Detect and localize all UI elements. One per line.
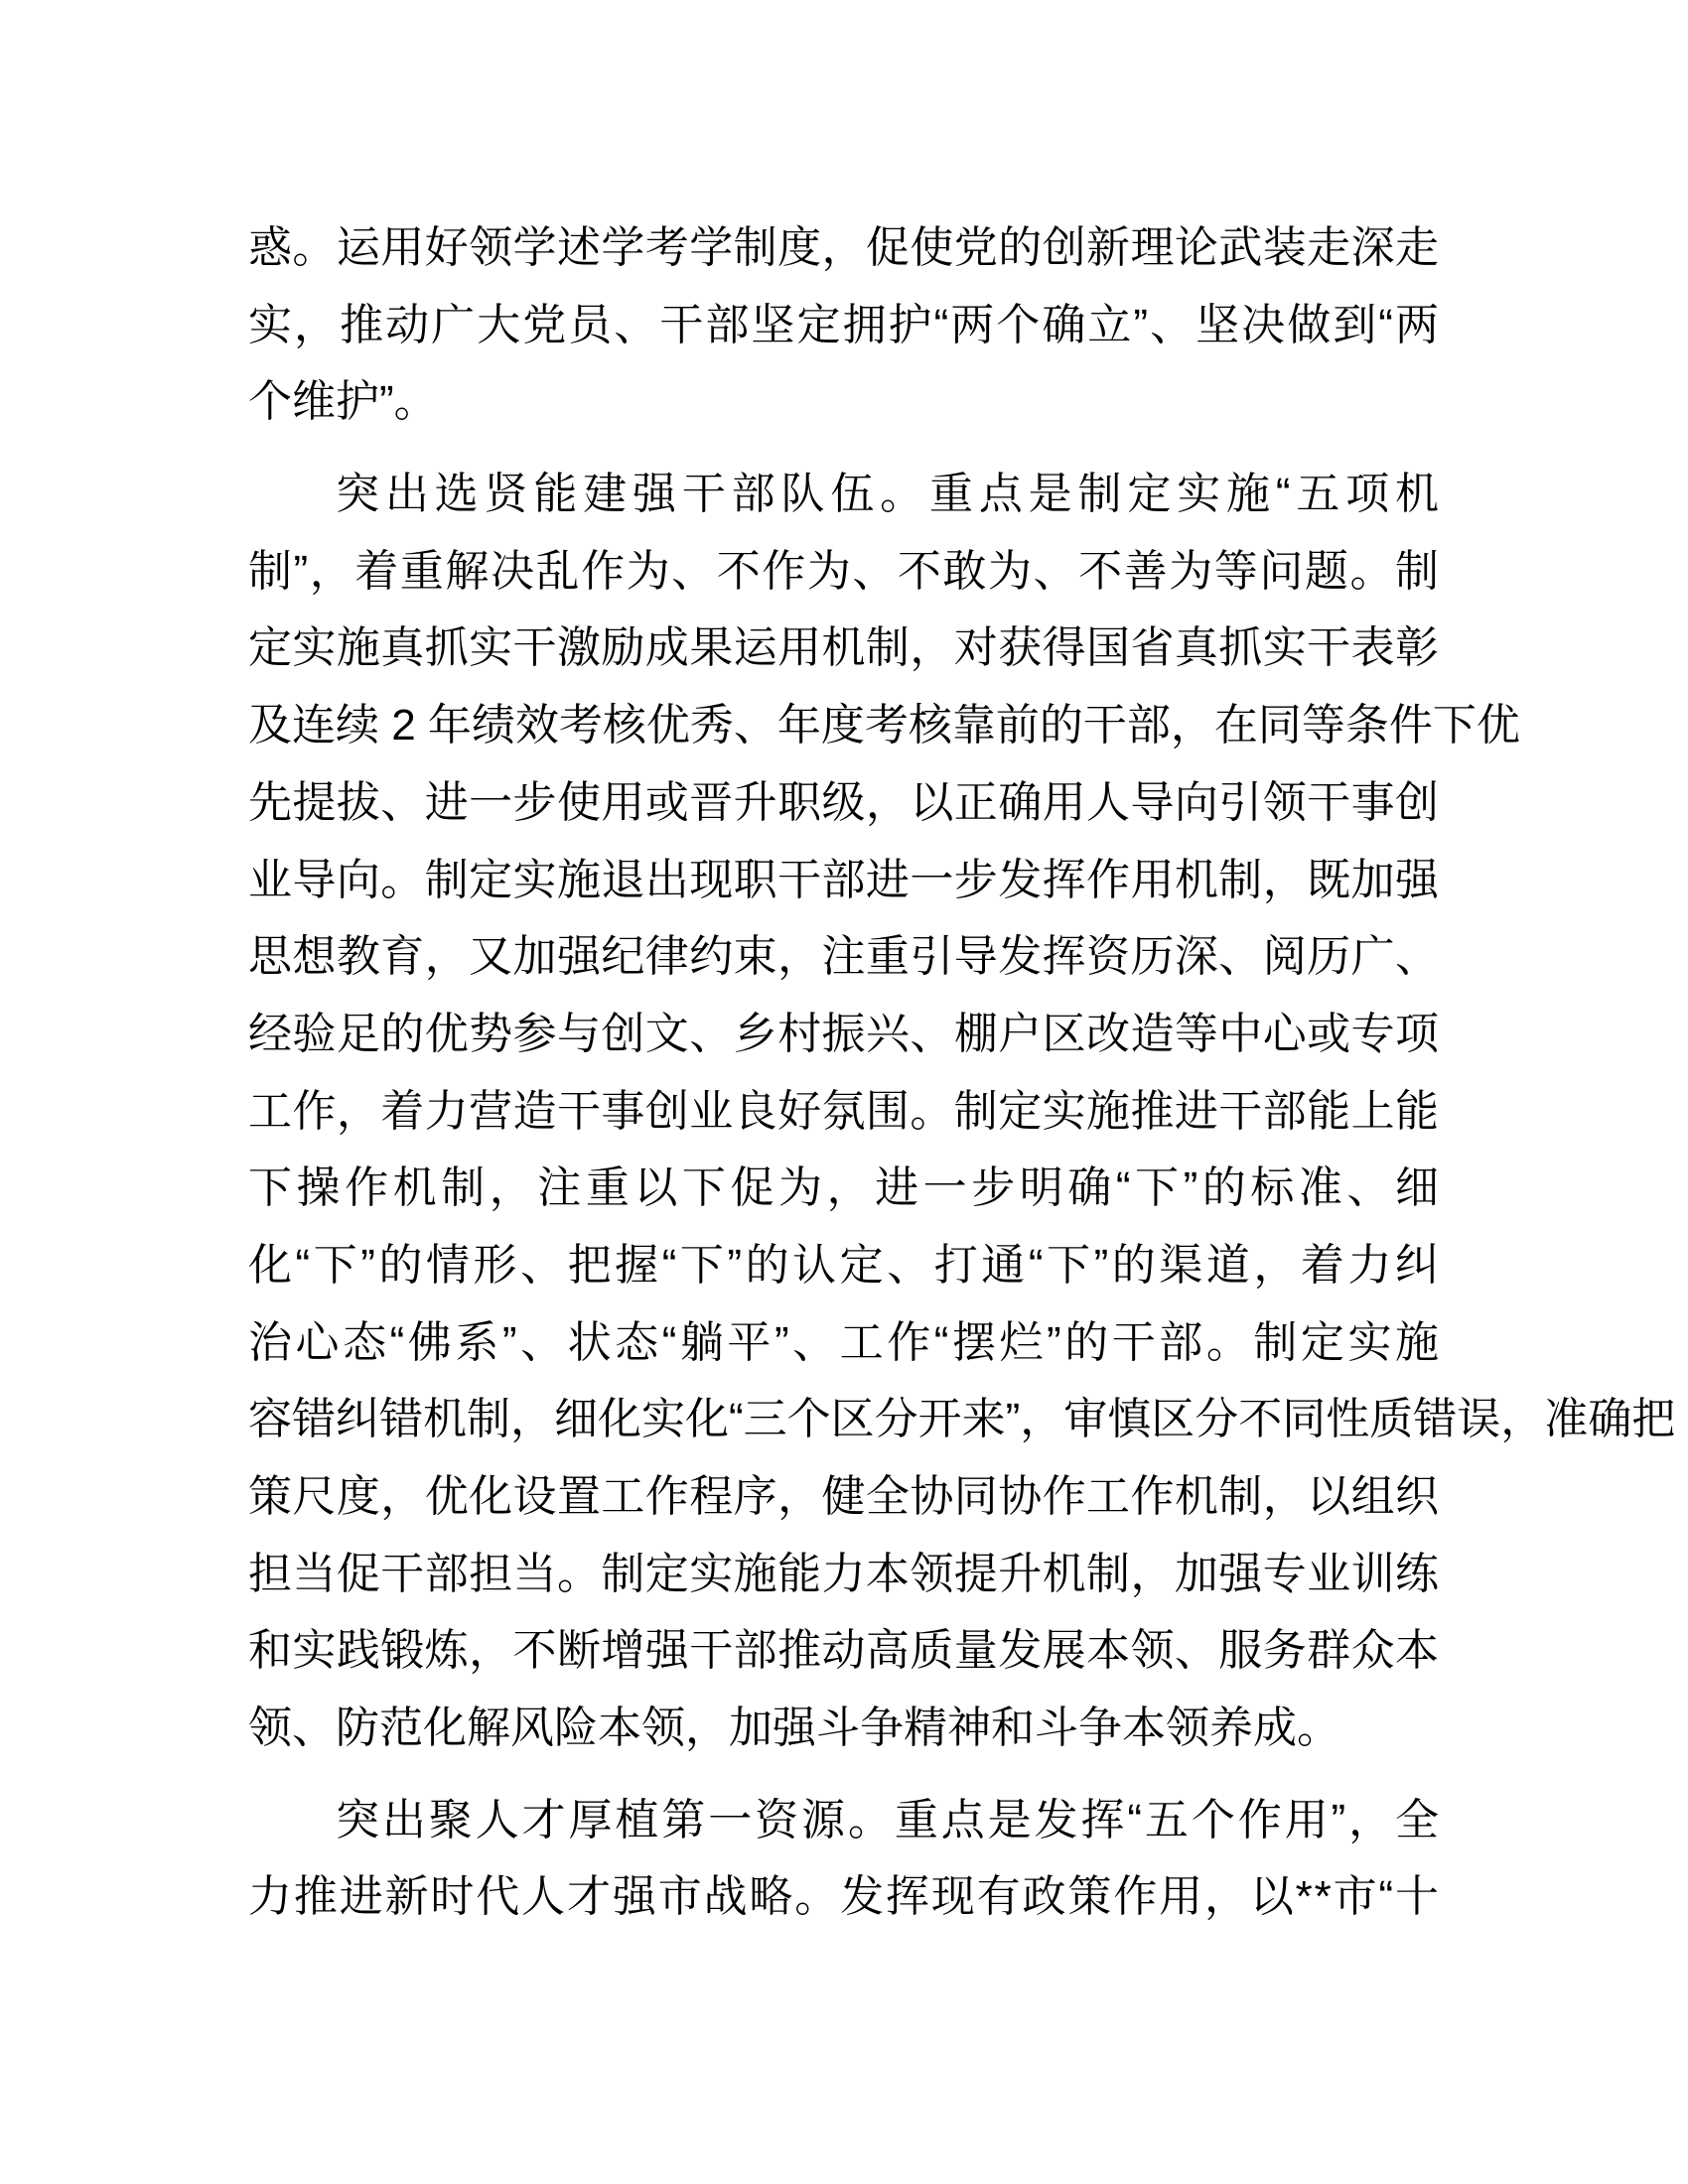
text-line: 惑。运用好领学述学考学制度，促使党的创新理论武装走深走: [248, 223, 1440, 272]
text-line: 和实践锻炼，不断增强干部推动高质量发展本领、服务群众本: [248, 1626, 1440, 1676]
paragraph-theory-armament: [248, 209, 1442, 441]
text-line: 策尺度，优化设置工作程序，健全协同协作工作机制，以组织: [248, 1472, 1440, 1521]
text-line: 下操作机制，注重以下促为，进一步明确“下”的标准、细: [248, 1163, 1444, 1213]
paragraph-heading-line: 突出选贤能建强干部队伍。重点是制定实施“五项机: [336, 470, 1445, 519]
text-line: 力推进新时代人才强市战略。发挥现有政策作用，以**市“十: [248, 1872, 1441, 1922]
text-line: 经验足的优势参与创文、乡村振兴、棚户区改造等中心或专项: [248, 1009, 1440, 1058]
text-line: 领、防范化解风险本领，加强斗争精神和斗争本领养成。: [248, 1704, 1340, 1753]
paragraph-cadre-team: [248, 456, 1676, 1767]
text-line: 担当促干部担当。制定实施能力本领提升机制，加强专业训练: [248, 1549, 1440, 1598]
text-line: 定实施真抓实干激励成果运用机制，对获得国省真抓实干表彰: [248, 623, 1440, 673]
text-line: 化“下”的情形、把握“下”的认定、打通“下”的渠道，着力纠: [248, 1240, 1443, 1290]
text-line: 先提拔、进一步使用或晋升职级，以正确用人导向引领干事创: [248, 777, 1440, 827]
text-line: 工作，着力营造干事创业良好氛围。制定实施推进干部能上能: [248, 1086, 1440, 1136]
paragraph-talent-resource: [248, 1782, 1442, 1936]
document-body: [248, 209, 1676, 1936]
paragraph-heading-line: 突出聚人才厚植第一资源。重点是发挥“五个作用”，全: [336, 1795, 1442, 1844]
text-line: 业导向。制定实施退出现职干部进一步发挥作用机制，既加强: [248, 855, 1440, 904]
text-line: 思想教育，又加强纪律约束，注重引导发挥资历深、阅历广、: [248, 932, 1440, 982]
text-line: 及连续 2 年绩效考核优秀、年度考核靠前的干部，在同等条件下优: [248, 701, 1520, 751]
text-line: 制”，着重解决乱作为、不作为、不敢为、不善为等问题。制: [248, 546, 1441, 596]
text-line: 容错纠错机制，细化实化“三个区分开来”，审慎区分不同性质错误，准确把: [248, 1395, 1676, 1444]
text-line: 个维护”。: [248, 377, 438, 427]
text-line: 治心态“佛系”、状态“躺平”、工作“摆烂”的干部。制定实施: [248, 1317, 1443, 1367]
text-line: 实，推动广大党员、干部坚定拥护“两个确立”、坚决做到“两: [248, 300, 1442, 349]
